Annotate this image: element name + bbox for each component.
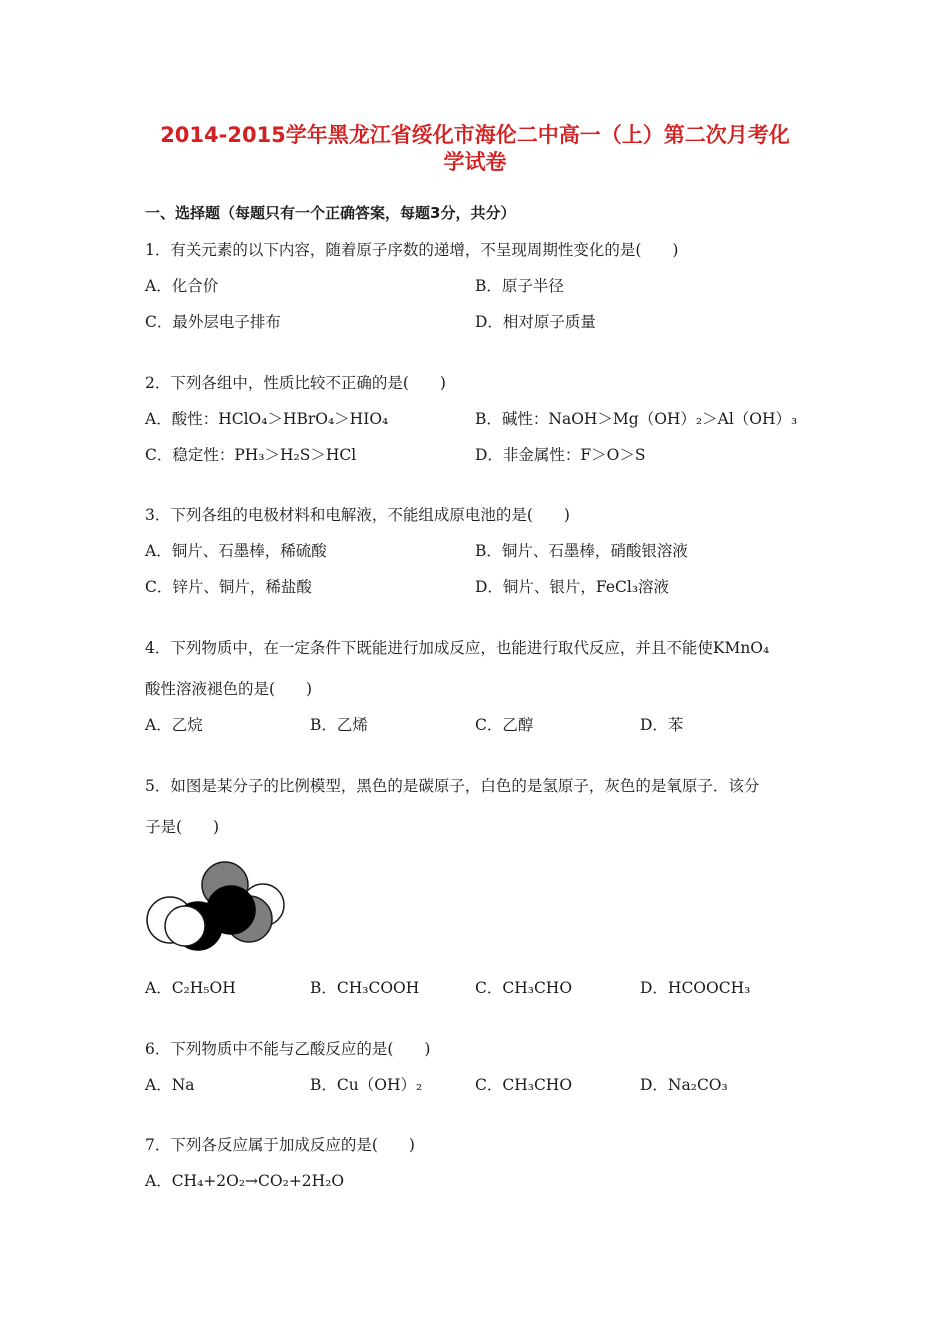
question-1-stem: 1．有关元素的以下内容，随着原子序数的递增，不呈现周期性变化的是( ) [145,241,679,259]
question-2-option-b: B．碱性：NaOH＞Mg（OH）₂＞Al（OH）₃ [475,410,798,428]
question-3-option-b: B．铜片、石墨棒，硝酸银溶液 [475,542,688,560]
question-5-option-b: B．CH₃COOH [310,979,420,997]
question-1-option-c: C．最外层电子排布 [145,313,281,331]
question-2-option-a: A．酸性：HClO₄＞HBrO₄＞HIO₄ [145,410,389,428]
question-3-option-c: C．锌片、铜片，稀盐酸 [145,578,312,596]
question-1-option-d: D．相对原子质量 [475,313,596,331]
title-line-2: 学试卷 [443,150,507,174]
question-4-option-b: B．乙烯 [310,716,368,734]
question-6-stem: 6．下列物质中不能与乙酸反应的是( ) [145,1040,431,1058]
question-3-stem: 3．下列各组的电极材料和电解液，不能组成原电池的是( ) [145,506,570,524]
question-4-option-a: A．乙烷 [145,716,203,734]
question-6-option-a: A．Na [145,1076,195,1094]
question-7-option-a: A．CH₄+2O₂→CO₂+2H₂O [145,1172,345,1190]
question-6-option-c: C．CH₃CHO [475,1076,573,1094]
question-5-stem-cont: 子是( ) [145,818,220,836]
question-4-option-d: D．苯 [640,716,684,734]
question-5-option-c: C．CH₃CHO [475,979,573,997]
question-7-stem: 7．下列各反应属于加成反应的是( ) [145,1136,415,1154]
question-4-stem-cont: 酸性溶液褪色的是( ) [145,680,313,698]
question-5-stem: 5．如图是某分子的比例模型，黑色的是碳原子，白色的是氢原子，灰色的是氧原子．该分 [145,777,760,795]
molecule-model-figure [143,858,293,962]
question-4-option-c: C．乙醇 [475,716,534,734]
question-1-option-a: A．化合价 [145,277,219,295]
question-2-option-c: C．稳定性：PH₃＞H₂S＞HCl [145,446,357,464]
question-2-option-d: D．非金属性：F＞O＞S [475,446,646,464]
question-3-option-d: D．铜片、银片，FeCl₃溶液 [475,578,670,596]
question-5-option-d: D．HCOOCH₃ [640,979,751,997]
question-1-option-b: B．原子半径 [475,277,564,295]
section-heading: 一、选择题（每题只有一个正确答案，每题3分，共分） [145,204,516,222]
question-4-stem: 4．下列物质中，在一定条件下既能进行加成反应，也能进行取代反应，并且不能使KMnO₄ [145,639,770,657]
title-line-1: 2014-2015学年黑龙江省绥化市海伦二中高一（上）第二次月考化 [160,123,790,147]
question-3-option-a: A．铜片、石墨棒，稀硫酸 [145,542,327,560]
question-6-option-d: D．Na₂CO₃ [640,1076,728,1094]
question-5-option-a: A．C₂H₅OH [145,979,236,997]
page-title [120,122,830,176]
question-2-stem: 2．下列各组中，性质比较不正确的是( ) [145,374,446,392]
hydrogen-atom-front [165,906,205,946]
question-6-option-b: B．Cu（OH）₂ [310,1076,423,1094]
